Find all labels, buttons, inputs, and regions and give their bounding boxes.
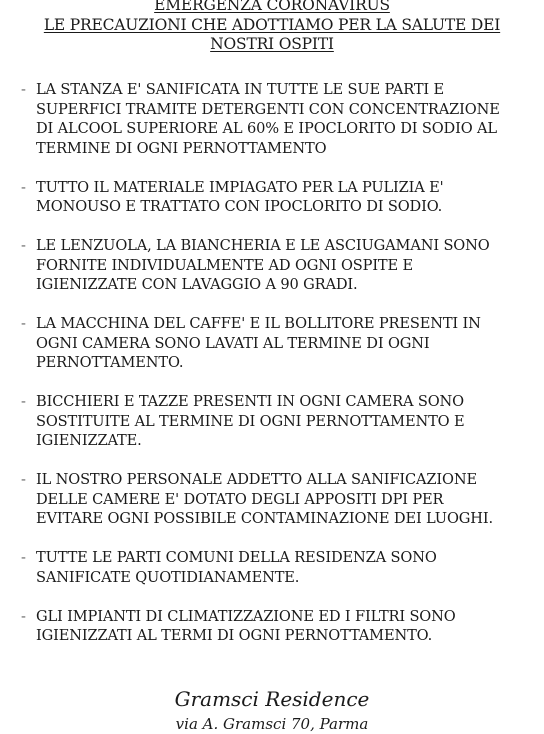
bullet-dash: - <box>21 81 26 98</box>
item-line: DI ALCOOL SUPERIORE AL 60% E IPOCLORITO DI SODIO AL <box>36 120 497 137</box>
residence-name: Gramsci Residence <box>174 687 370 711</box>
header-subtitle-line-2: NOSTRI OSPITI <box>210 35 334 53</box>
precaution-item <box>0 80 544 158</box>
item-line: PERNOTTAMENTO. <box>36 354 184 371</box>
item-line: GLI IMPIANTI DI CLIMATIZZAZIONE ED I FILTRI SONO <box>36 607 456 625</box>
item-line: TERMINE DI OGNI PERNOTTAMENTO <box>36 139 327 157</box>
precaution-item <box>0 178 544 217</box>
precaution-item <box>0 470 544 529</box>
notice-header <box>0 0 544 55</box>
item-line: TUTTE LE PARTI COMUNI DELLA RESIDENZA SONO <box>36 549 437 566</box>
item-line: IGIENIZZATE. <box>36 432 142 449</box>
item-line: SANIFICATE QUOTIDIANAMENTE. <box>36 568 300 586</box>
bullet-dash: - <box>21 178 26 196</box>
item-line: MONOUSO E TRATTATO CON IPOCLORITO DI SODIO. <box>36 198 443 215</box>
bullet-dash: - <box>21 549 26 566</box>
bullet-dash: - <box>21 315 26 332</box>
precaution-item <box>0 314 544 373</box>
precaution-item <box>0 607 544 646</box>
header-subtitle-line-1: LE PRECAUZIONI CHE ADOTTIAMO PER LA SALUTE DEI <box>43 15 501 34</box>
header-title: EMERGENZA CORONAVIRUS <box>154 0 390 14</box>
bullet-dash: - <box>21 471 26 488</box>
residence-address: via A. Gramsci 70, Parma <box>175 715 369 733</box>
residence-footer <box>0 686 544 734</box>
item-line: FORNITE INDIVIDUALMENTE AD OGNI OSPITE E <box>36 256 414 274</box>
bullet-dash: - <box>21 607 26 625</box>
bullet-dash: - <box>21 393 26 410</box>
item-line: TUTTO IL MATERIALE IMPIAGATO PER LA PULIZIA E' <box>36 178 444 196</box>
item-line: LA STANZA E' SANIFICATA IN TUTTE LE SUE PARTI E <box>36 81 445 98</box>
item-line: IGIENIZZATE CON LAVAGGIO A 90 GRADI. <box>36 276 358 293</box>
item-line: DELLE CAMERE E' DOTATO DEGLI APPOSITI DPI PER <box>36 490 444 508</box>
item-line: SOSTITUITE AL TERMINE DI OGNI PERNOTTAMENTO E <box>36 412 465 430</box>
precaution-item <box>0 548 544 587</box>
item-line: IL NOSTRO PERSONALE ADDETTO ALLA SANIFICAZIONE <box>36 471 477 488</box>
item-line: IGIENIZZATI AL TERMI DI OGNI PERNOTTAMENTO. <box>36 627 433 644</box>
precaution-item <box>0 236 544 295</box>
item-line: EVITARE OGNI POSSIBILE CONTAMINAZIONE DEI LUOGHI. <box>36 510 493 527</box>
precaution-item <box>0 392 544 451</box>
item-line: SUPERFICI TRAMITE DETERGENTI CON CONCENTRAZIONE <box>36 100 500 118</box>
item-line: OGNI CAMERA SONO LAVATI AL TERMINE DI OGNI <box>36 334 430 352</box>
item-line: BICCHIERI E TAZZE PRESENTI IN OGNI CAMERA SONO <box>36 393 464 410</box>
bullet-dash: - <box>21 237 26 254</box>
precautions-list <box>0 80 544 665</box>
item-line: LA MACCHINA DEL CAFFE' E IL BOLLITORE PRESENTI IN <box>36 315 481 332</box>
item-line: LE LENZUOLA, LA BIANCHERIA E LE ASCIUGAMANI SONO <box>36 237 490 254</box>
